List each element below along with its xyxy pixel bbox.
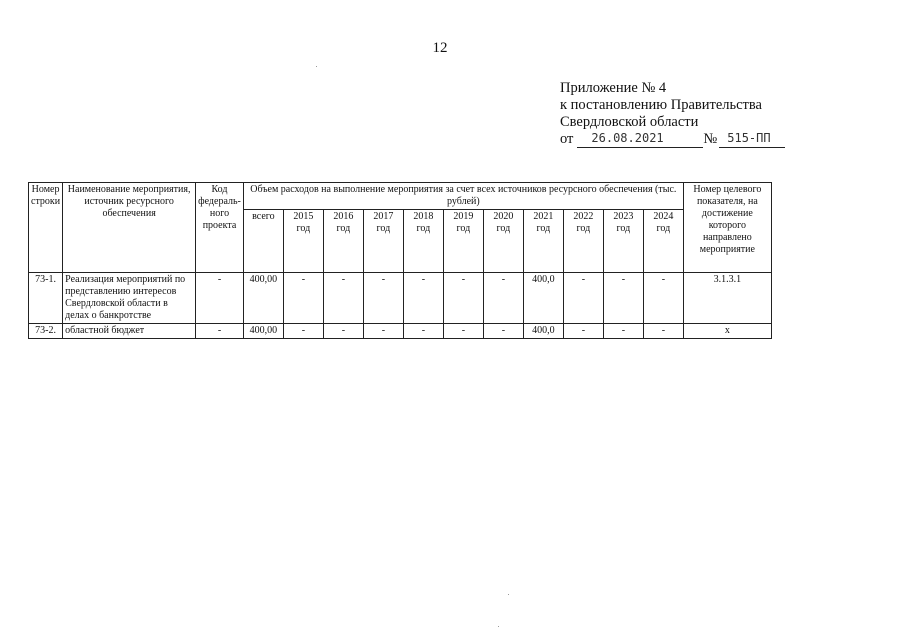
total-cell: 400,00 — [243, 273, 283, 324]
header-year: 2024 год — [643, 210, 683, 273]
header-year: 2017 год — [363, 210, 403, 273]
scan-speck — [508, 594, 509, 595]
decree-date-number-line — [560, 131, 785, 148]
table-row — [29, 324, 772, 339]
year-value-cell: - — [283, 324, 323, 339]
year-value-cell: - — [603, 273, 643, 324]
row-number-cell: 73-2. — [29, 324, 63, 339]
page-number: 12 — [432, 40, 448, 56]
year-value-cell: - — [403, 324, 443, 339]
indicator-cell: 3.1.3.1 — [683, 273, 771, 324]
year-value-cell: - — [443, 324, 483, 339]
indicator-cell: x — [683, 324, 771, 339]
year-value-cell: - — [403, 273, 443, 324]
year-value-cell: - — [563, 324, 603, 339]
project-code-cell: - — [196, 324, 244, 339]
header-row-number: Номер строки — [29, 183, 63, 273]
name-cell: Реализация мероприятий по представлению интересов Свердловской области в делах о банкротстве — [63, 273, 196, 324]
header-year: 2021 год — [523, 210, 563, 273]
total-cell: 400,00 — [243, 324, 283, 339]
table-row — [29, 273, 772, 324]
row-number-cell: 73-1. — [29, 273, 63, 324]
year-value-cell: - — [643, 324, 683, 339]
appendix-header — [560, 80, 785, 148]
year-value-cell: - — [363, 324, 403, 339]
decree-date: 26.08.2021 — [591, 131, 664, 145]
header-year: 2019 год — [443, 210, 483, 273]
expenses-table — [28, 182, 772, 339]
date-field — [577, 132, 703, 148]
header-year: 2016 год — [323, 210, 363, 273]
scan-speck — [316, 66, 317, 67]
year-value-cell: - — [483, 273, 523, 324]
name-cell: областной бюджет — [63, 324, 196, 339]
year-value-cell: - — [563, 273, 603, 324]
header-year: 2023 год — [603, 210, 643, 273]
header-expenses-group: Объем расходов на выполнение мероприятия за счет всех источников ресурсного обеспечения (тыс. рублей) — [243, 183, 683, 210]
year-value-cell: - — [323, 324, 363, 339]
year-value-cell: - — [483, 324, 523, 339]
year-value-cell: - — [603, 324, 643, 339]
header-name: Наименование мероприятия, источник ресурсного обеспечения — [63, 183, 196, 273]
project-code-cell: - — [196, 273, 244, 324]
year-value-cell: - — [443, 273, 483, 324]
number-field — [719, 132, 785, 148]
year-value-cell: - — [323, 273, 363, 324]
scan-speck — [498, 626, 499, 627]
number-label: № — [703, 131, 718, 147]
header-year: 2015 год — [283, 210, 323, 273]
year-value-cell: - — [643, 273, 683, 324]
table-header-row — [29, 183, 772, 210]
year-value-cell: - — [283, 273, 323, 324]
decree-number: 515-ПП — [727, 131, 771, 145]
year-value-cell: 400,0 — [523, 273, 563, 324]
header-total: всего — [243, 210, 283, 273]
header-indicator: Номер целевого показателя, на достижение которого направлено мероприятие — [683, 183, 771, 273]
appendix-decree-line: к постановлению Правительства — [560, 97, 762, 113]
from-label: от — [560, 131, 574, 147]
appendix-title: Приложение № 4 — [560, 80, 667, 96]
year-value-cell: 400,0 — [523, 324, 563, 339]
appendix-region-line: Свердловской области — [560, 114, 699, 130]
header-year: 2020 год — [483, 210, 523, 273]
header-year: 2022 год — [563, 210, 603, 273]
header-project-code: Код федераль-ного проекта — [196, 183, 244, 273]
header-year: 2018 год — [403, 210, 443, 273]
year-value-cell: - — [363, 273, 403, 324]
